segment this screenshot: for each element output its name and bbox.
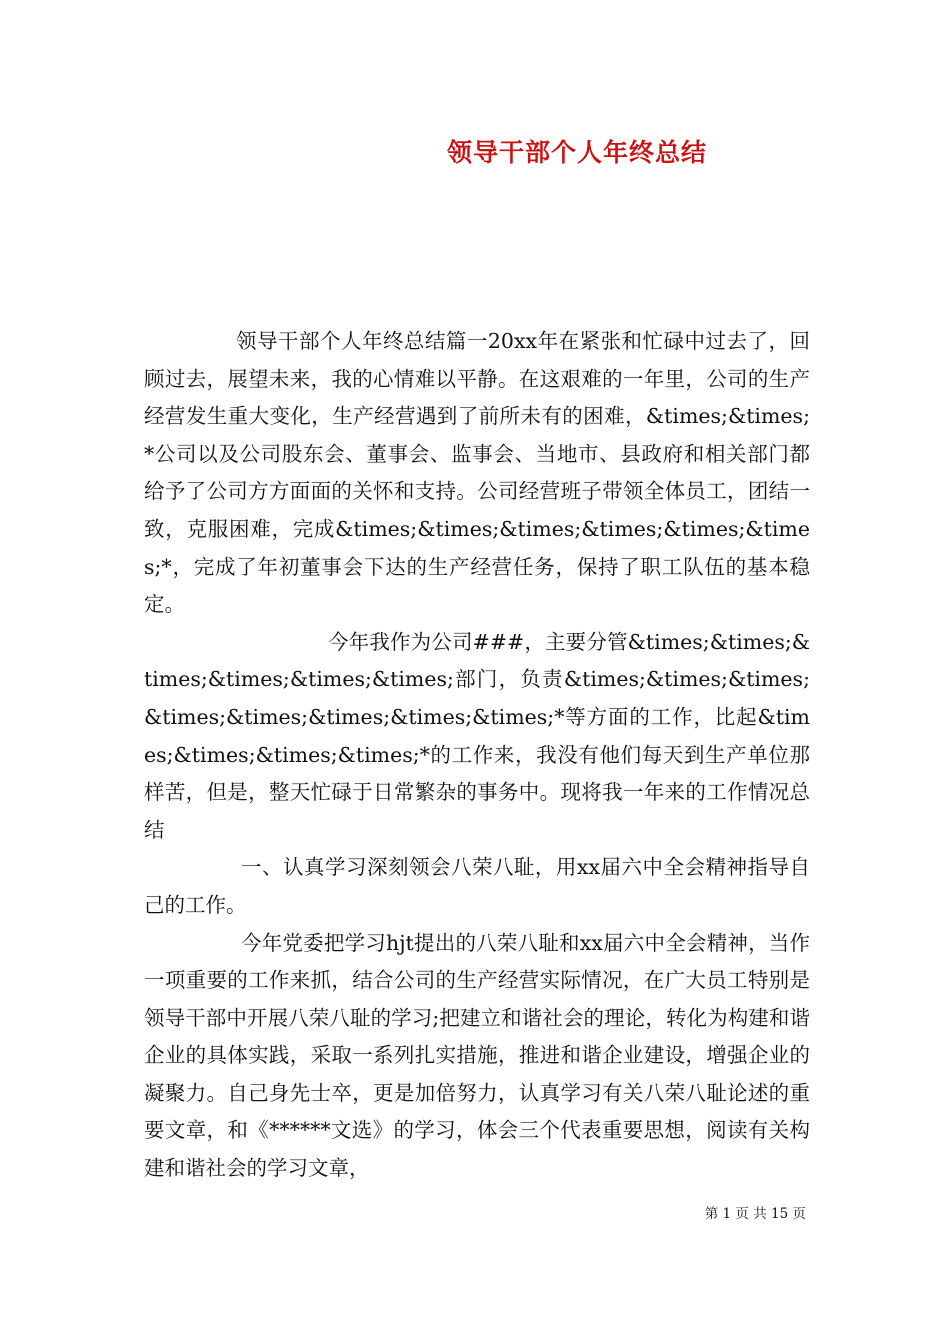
paragraph-study: 今年党委把学习hjt提出的八荣八耻和xx届六中全会精神，当作一项重要的工作来抓，结合公司的生产经营实际情况，在广大员工特别是领导干部中开展八荣八耻的学习;把建立和谐社会的理论，转化为构建和谐企业的具体实践，采取一系列扎实措施，推进和谐企业建设，增强企业的凝聚力。自己身先士卒，更是加倍努力，认真学习有关八荣八耻论述的重要文章，和《******文选》的学习，体会三个代表重要思想，阅读有关构建和谐社会的学习文章， bbox=[144, 930, 810, 1181]
paragraph-intro: 领导干部个人年终总结篇一20xx年在紧张和忙碌中过去了，回顾过去，展望未来，我的心情难以平静。在这艰难的一年里，公司的生产经营发生重大变化，生产经营遇到了前所未有的困难，&times;&times;*公司以及公司股东会、董事会、监事会、当地市、县政府和相关部门都给予了公司方方面面的关怀和支持。公司经营班子带领全体员工，团结一致，克服困难，完成&times;&times;&times;&times;&times;&times;*，完成了年初董事会下达的生产经营任务，保持了职工队伍的基本稳定。 bbox=[144, 329, 810, 617]
document-body bbox=[144, 323, 810, 1188]
paragraph-heading-one: 一、认真学习深刻领会八荣八耻，用xx届六中全会精神指导自己的工作。 bbox=[144, 855, 810, 917]
paragraph-role: 今年我作为公司###，主要分管&times;&times;&times;&times;&times;&times;部门，负责&times;&times;&times;&times;&times;&times;&times;&times;*等方面的工作，比起&times;&times;&times;&times;*的工作来，我没有他们每天到生产单位那样苦，但是，整天忙碌于日常繁杂的事务中。现将我一年来的工作情况总结 bbox=[144, 629, 810, 842]
document-title-text: 领导干部个人年终总结 bbox=[446, 138, 707, 167]
document-title bbox=[0, 133, 950, 169]
page-number: 第 1 页 共 15 页 bbox=[704, 1206, 806, 1222]
